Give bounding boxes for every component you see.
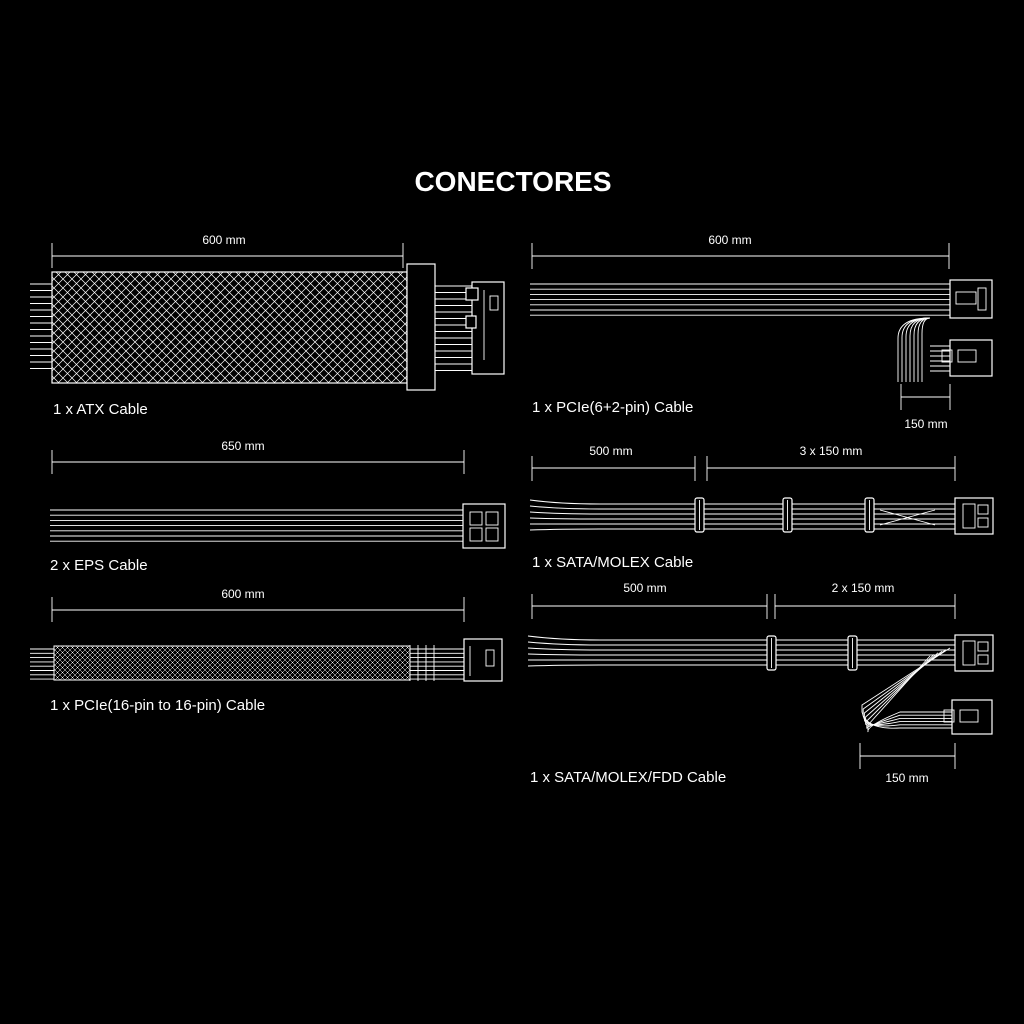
atx-cable-label: 1 x ATX Cable <box>53 401 148 418</box>
atx-connector <box>466 282 504 374</box>
pcie62-length-label: 600 mm <box>708 233 752 247</box>
fdd-floppy-dimension <box>860 743 955 769</box>
page-title: CONECTORES <box>414 166 612 197</box>
eps-cable <box>50 439 505 574</box>
fdd-wire <box>528 654 955 655</box>
fdd-branch-wire <box>864 651 952 724</box>
fdd-branch-wire <box>866 653 952 725</box>
sata-cross-wire <box>880 510 935 525</box>
sata-wire <box>530 500 955 504</box>
sata-dimension-main <box>532 456 695 481</box>
sata-wires <box>530 500 955 530</box>
pcie62-curve-wire <box>918 318 930 382</box>
sata-dimension-branches <box>707 456 955 481</box>
eps-length-label: 650 mm <box>221 439 265 453</box>
atx-mesh-sleeve <box>52 272 407 383</box>
fdd-wires <box>528 636 955 732</box>
fdd-branch-wire <box>868 656 952 732</box>
pcie16-length-label: 600 mm <box>221 587 265 601</box>
atx-strain-relief <box>407 264 435 390</box>
sata-molex-connector <box>955 498 993 534</box>
fdd-floppy-connector <box>944 700 992 734</box>
fdd-cable <box>528 581 993 786</box>
sata-cable <box>530 444 993 571</box>
pcie16-sleeve-end <box>410 645 464 681</box>
atx-length-label: 600 mm <box>202 233 246 247</box>
pcie62-main-connector <box>950 280 992 318</box>
eps-wires <box>50 510 463 541</box>
fdd-dimension-branches <box>775 594 955 619</box>
pcie62-cable <box>530 233 992 431</box>
sata-wire <box>530 518 955 519</box>
fdd-branch-length-label: 2 x 150 mm <box>831 581 895 595</box>
fdd-branch-wire <box>863 650 952 726</box>
fdd-wire <box>528 665 955 666</box>
eps-connector <box>463 504 505 548</box>
pcie62-secondary-connector <box>942 340 992 376</box>
fdd-main-length-label: 500 mm <box>623 581 667 595</box>
pcie62-cable-label: 1 x PCIe(6+2-pin) Cable <box>532 399 694 416</box>
sata-clips <box>695 498 874 532</box>
fdd-wire <box>528 642 955 645</box>
pcie16-loose-wires <box>30 649 54 679</box>
fdd-floppy-length-label: 150 mm <box>885 771 929 785</box>
pcie62-curve-wire <box>922 318 930 382</box>
fdd-wire <box>528 636 955 640</box>
pcie62-secondary-dimension <box>901 384 950 410</box>
atx-loose-wires <box>30 284 52 369</box>
fdd-wire <box>528 648 955 650</box>
sata-wire <box>530 506 955 509</box>
pcie16-cable <box>30 587 502 714</box>
pcie62-wires <box>530 284 950 315</box>
pcie16-cable-label: 1 x PCIe(16-pin to 16-pin) Cable <box>50 697 266 714</box>
atx-cable <box>30 233 504 418</box>
sata-cable-label: 1 x SATA/MOLEX Cable <box>532 554 694 571</box>
pcie62-secondary-length-label: 150 mm <box>904 417 948 431</box>
fdd-dimension-main <box>532 594 767 619</box>
sata-main-length-label: 500 mm <box>589 444 633 458</box>
eps-dimension-line <box>52 450 464 474</box>
fdd-cable-label: 1 x SATA/MOLEX/FDD Cable <box>530 769 727 786</box>
sata-branch-length-label: 3 x 150 mm <box>799 444 863 458</box>
pcie16-mesh-sleeve <box>54 646 410 680</box>
fdd-molex-connector <box>955 635 993 671</box>
sata-wire <box>530 529 955 530</box>
pcie16-connector <box>464 639 502 681</box>
pcie62-curve-wire <box>910 318 930 382</box>
eps-cable-label: 2 x EPS Cable <box>50 557 148 574</box>
